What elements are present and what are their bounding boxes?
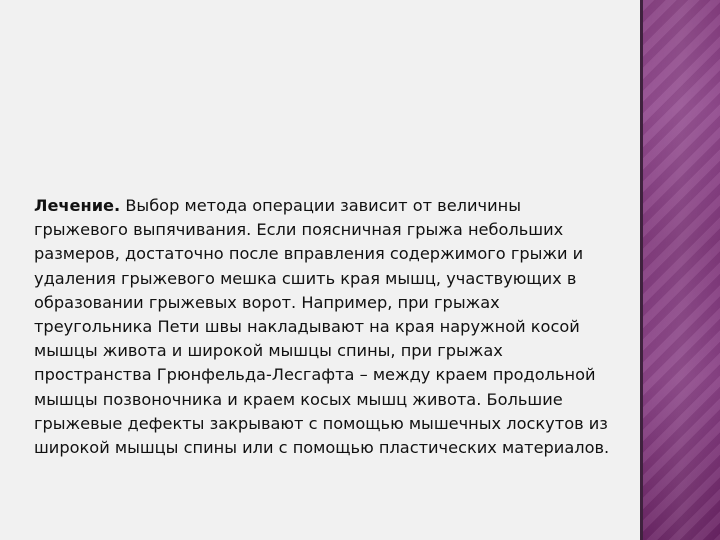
text-line-3: размеров, достаточно после вправления содержимого грыжи и <box>34 244 584 264</box>
text-line-4: удаления грыжевого мешка сшить края мышц, участвующих в <box>34 268 577 288</box>
text-line-11: широкой мышцы спины или с помощью пластических материалов. <box>34 438 610 458</box>
text-line-7: мышцы живота и широкой мышцы спины, при грыжах <box>34 341 503 361</box>
text-line-10: грыжевые дефекты закрывают с помощью мышечных лоскутов из <box>34 413 608 433</box>
decorative-side-panel <box>643 0 720 540</box>
body-paragraph <box>34 194 654 460</box>
text-line-5: образовании грыжевых ворот. Например, при грыжах <box>34 292 500 312</box>
text-line-1 <box>34 194 654 218</box>
lead-word: Лечение. <box>34 196 121 215</box>
line-1-text: Выбор метода операции зависит от величины <box>120 196 521 215</box>
text-line-8: пространства Грюнфельда-Лесгафта – между краем продольной <box>34 365 596 385</box>
text-line-6: треугольника Пети швы накладывают на края наружной косой <box>34 317 580 337</box>
text-line-9: мышцы позвоночника и краем косых мышц живота. Большие <box>34 389 563 409</box>
text-line-2: грыжевого выпячивания. Если поясничная грыжа небольших <box>34 220 564 240</box>
